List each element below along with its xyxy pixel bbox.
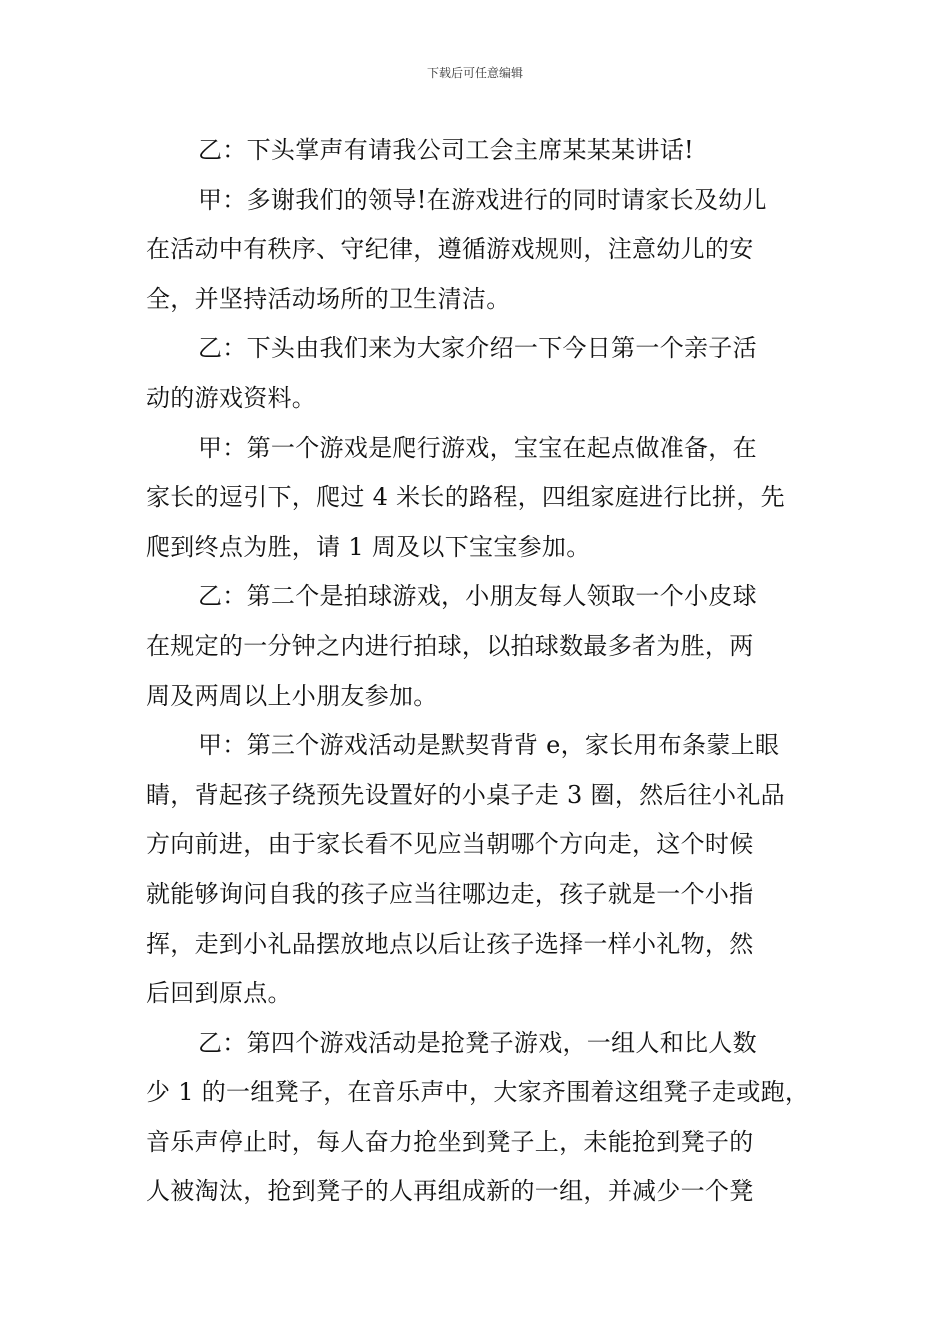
text-line: 睛，背起孩子绕预先设置好的小桌子走 3 圈，然后往小礼品 [146,780,785,809]
text-line: 后回到原点。 [146,979,292,1008]
text-line: 家长的逗引下，爬过 4 米长的路程，四组家庭进行比拼，先 [146,483,785,512]
text-line: 挥，走到小礼品摆放地点以后让孩子选择一样小礼物，然 [146,929,754,958]
text-line: 人被淘汰，抢到凳子的人再组成新的一组，并减少一个凳 [146,1177,754,1206]
text-line: 全，并坚持活动场所的卫生清洁。 [146,284,511,313]
text-line: 音乐声停止时，每人奋力抢坐到凳子上，未能抢到凳子的 [146,1127,754,1156]
text-line: 乙：第四个游戏活动是抢凳子游戏，一组人和比人数 [198,1028,757,1057]
text-line: 爬到终点为胜，请 1 周及以下宝宝参加。 [146,532,591,561]
text-line: 甲：第三个游戏活动是默契背背 e，家长用布条蒙上眼 [198,731,780,760]
text-line: 周及两周以上小朋友参加。 [146,681,438,710]
text-line: 乙：下头掌声有请我公司工会主席某某某讲话! [198,136,694,164]
text-line: 就能够询问自我的孩子应当往哪边走，孩子就是一个小指 [146,879,754,908]
text-line: 甲：多谢我们的领导!在游戏进行的同时请家长及幼儿 [198,185,767,214]
text-line: 甲：第一个游戏是爬行游戏，宝宝在起点做准备，在 [198,433,757,462]
text-line: 乙：第二个是拍球游戏，小朋友每人领取一个小皮球 [198,582,757,611]
text-line: 在规定的一分钟之内进行拍球，以拍球数最多者为胜，两 [146,631,754,660]
text-line: 动的游戏资料。 [146,383,317,412]
text-line: 方向前进，由于家长看不见应当朝哪个方向走，这个时候 [146,830,754,859]
page-header: 下载后可任意编辑 [426,66,523,80]
document-body [146,126,810,1217]
text-line: 在活动中有秩序、守纪律，遵循游戏规则，注意幼儿的安 [146,235,754,264]
text-line: 少 1 的一组凳子，在音乐声中，大家齐围着这组凳子走或跑， [146,1078,810,1107]
text-line: 乙：下头由我们来为大家介绍一下今日第一个亲子活 [198,334,757,363]
